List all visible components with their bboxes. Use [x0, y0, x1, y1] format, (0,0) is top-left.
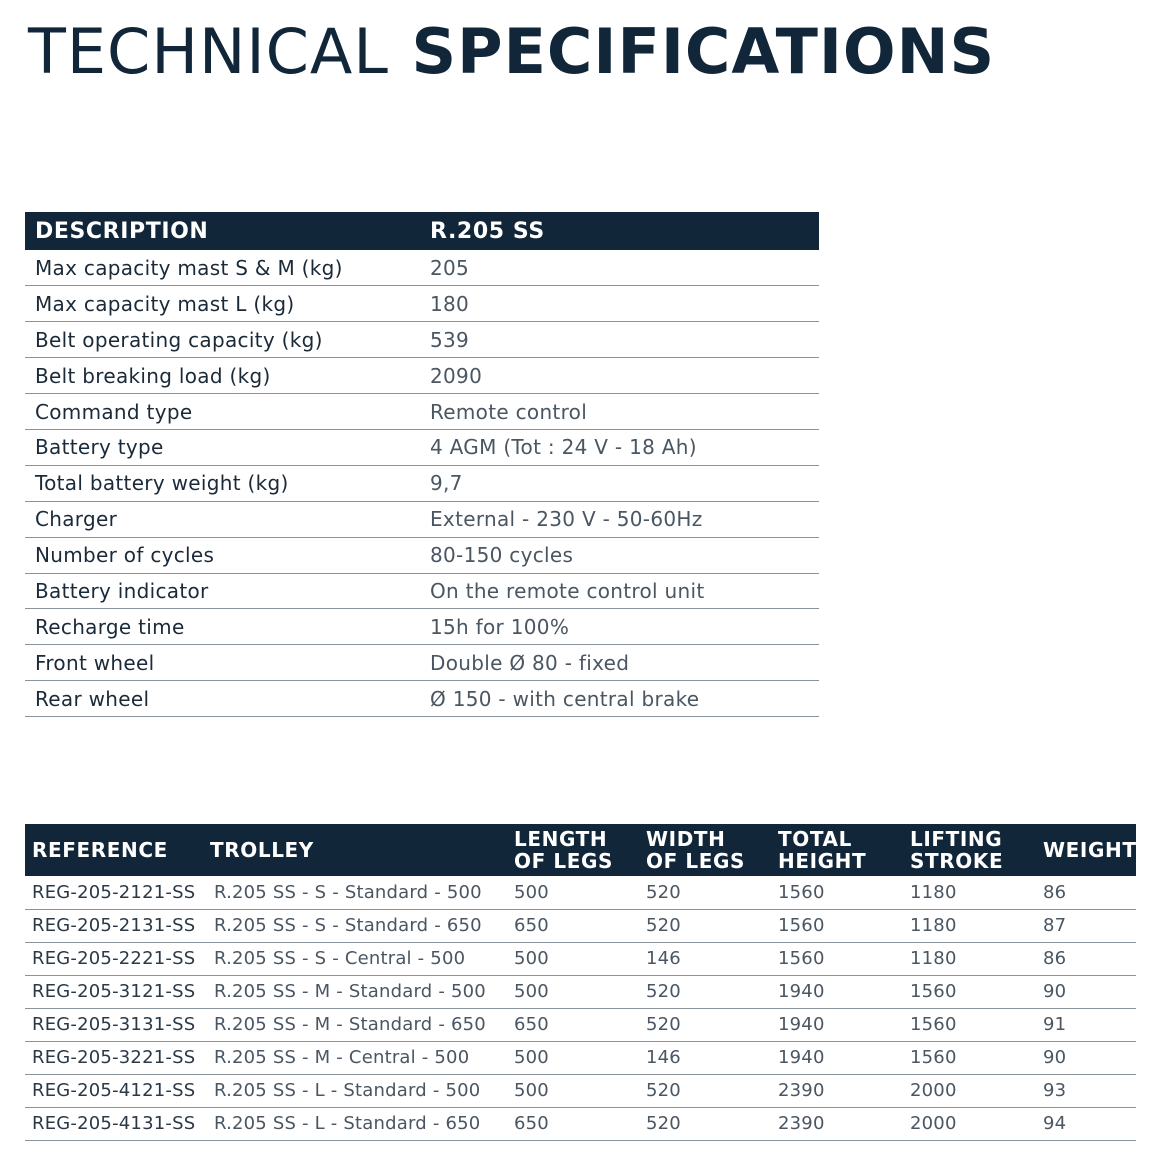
total-height-cell: 2390: [771, 1074, 903, 1107]
spec-description-cell: Max capacity mast L (kg): [25, 286, 423, 322]
spec-value-cell: 2090: [423, 358, 819, 394]
total-height-cell: 1940: [771, 1008, 903, 1041]
length-of-legs-cell: 500: [507, 975, 639, 1008]
specifications-table: [25, 212, 819, 717]
length-of-legs-cell: 500: [507, 1074, 639, 1107]
spec-value-cell: 180: [423, 286, 819, 322]
length-of-legs-cell: 500: [507, 876, 639, 909]
weight-cell: 90: [1036, 975, 1136, 1008]
lifting-stroke-cell: 1560: [903, 1008, 1036, 1041]
reference-cell: REG-205-4131-SS: [25, 1107, 203, 1140]
lifting-stroke-cell: 1180: [903, 909, 1036, 942]
total-height-cell: 1940: [771, 975, 903, 1008]
reference-cell: REG-205-2121-SS: [25, 876, 203, 909]
table-row: [25, 609, 819, 645]
spec-description-cell: Recharge time: [25, 609, 423, 645]
spec-description-cell: Total battery weight (kg): [25, 465, 423, 501]
trolley-cell: R.205 SS - M - Central - 500: [203, 1041, 507, 1074]
trolley-cell: R.205 SS - L - Standard - 500: [203, 1074, 507, 1107]
width-of-legs-cell: 520: [639, 1107, 771, 1140]
lifting-stroke-cell: 1560: [903, 975, 1036, 1008]
total-height-cell: 1940: [771, 1041, 903, 1074]
table-row: [25, 909, 1136, 942]
spec-value-cell: 9,7: [423, 465, 819, 501]
table-row: [25, 1074, 1136, 1107]
reference-cell: REG-205-3221-SS: [25, 1041, 203, 1074]
trolley-cell: R.205 SS - M - Standard - 500: [203, 975, 507, 1008]
total-height-cell: 1560: [771, 942, 903, 975]
table-row: [25, 942, 1136, 975]
ref-header-weight: WEIGHT: [1036, 824, 1136, 876]
table-row: [25, 286, 819, 322]
weight-cell: 90: [1036, 1041, 1136, 1074]
weight-cell: 91: [1036, 1008, 1136, 1041]
table-row: [25, 1041, 1136, 1074]
trolley-cell: R.205 SS - M - Standard - 650: [203, 1008, 507, 1041]
table-row: [25, 358, 819, 394]
ref-header-width-of-legs: WIDTH OF LEGS: [639, 824, 771, 876]
reference-cell: REG-205-2131-SS: [25, 909, 203, 942]
spec-description-cell: Belt operating capacity (kg): [25, 322, 423, 358]
spec-value-cell: 15h for 100%: [423, 609, 819, 645]
spec-description-cell: Rear wheel: [25, 681, 423, 717]
lifting-stroke-cell: 1180: [903, 942, 1036, 975]
weight-cell: 87: [1036, 909, 1136, 942]
table-row: [25, 1107, 1136, 1140]
trolley-cell: R.205 SS - S - Standard - 650: [203, 909, 507, 942]
length-of-legs-cell: 500: [507, 1041, 639, 1074]
table-row: [25, 429, 819, 465]
spec-value-cell: Remote control: [423, 394, 819, 430]
width-of-legs-cell: 520: [639, 909, 771, 942]
reference-cell: REG-205-3131-SS: [25, 1008, 203, 1041]
table-row: [25, 537, 819, 573]
lifting-stroke-cell: 2000: [903, 1107, 1036, 1140]
lifting-stroke-cell: 1180: [903, 876, 1036, 909]
spec-header-model: R.205 SS: [423, 212, 819, 250]
table-row: [25, 250, 819, 286]
table-row: [25, 876, 1136, 909]
spec-header-row: [25, 212, 819, 250]
total-height-cell: 2390: [771, 1107, 903, 1140]
table-row: [25, 681, 819, 717]
length-of-legs-cell: 500: [507, 942, 639, 975]
page-title-bold: SPECIFICATIONS: [411, 15, 996, 88]
spec-header-description: DESCRIPTION: [25, 212, 423, 250]
spec-value-cell: External - 230 V - 50-60Hz: [423, 501, 819, 537]
table-row: [25, 975, 1136, 1008]
table-row: [25, 394, 819, 430]
reference-cell: REG-205-4121-SS: [25, 1074, 203, 1107]
spec-description-cell: Number of cycles: [25, 537, 423, 573]
table-row: [25, 645, 819, 681]
reference-cell: REG-205-3121-SS: [25, 975, 203, 1008]
page-title: [28, 14, 995, 90]
spec-description-cell: Front wheel: [25, 645, 423, 681]
spec-value-cell: 205: [423, 250, 819, 286]
weight-cell: 86: [1036, 876, 1136, 909]
spec-description-cell: Charger: [25, 501, 423, 537]
width-of-legs-cell: 146: [639, 942, 771, 975]
table-row: [25, 573, 819, 609]
page-title-light: TECHNICAL: [28, 15, 389, 88]
weight-cell: 86: [1036, 942, 1136, 975]
width-of-legs-cell: 520: [639, 975, 771, 1008]
ref-header-reference: REFERENCE: [25, 824, 203, 876]
table-row: [25, 1008, 1136, 1041]
spec-table-body: [25, 250, 819, 717]
ref-table-body: [25, 876, 1136, 1140]
length-of-legs-cell: 650: [507, 1008, 639, 1041]
width-of-legs-cell: 520: [639, 1008, 771, 1041]
width-of-legs-cell: 146: [639, 1041, 771, 1074]
table-row: [25, 501, 819, 537]
table-row: [25, 322, 819, 358]
ref-header-row: [25, 824, 1136, 876]
weight-cell: 94: [1036, 1107, 1136, 1140]
length-of-legs-cell: 650: [507, 909, 639, 942]
weight-cell: 93: [1036, 1074, 1136, 1107]
spec-description-cell: Max capacity mast S & M (kg): [25, 250, 423, 286]
lifting-stroke-cell: 1560: [903, 1041, 1036, 1074]
ref-header-trolley: TROLLEY: [203, 824, 507, 876]
width-of-legs-cell: 520: [639, 1074, 771, 1107]
spec-description-cell: Battery indicator: [25, 573, 423, 609]
ref-header-lifting-stroke: LIFTING STROKE: [903, 824, 1036, 876]
ref-header-length-of-legs: LENGTH OF LEGS: [507, 824, 639, 876]
spec-description-cell: Battery type: [25, 429, 423, 465]
ref-header-total-height: TOTAL HEIGHT: [771, 824, 903, 876]
spec-description-cell: Command type: [25, 394, 423, 430]
spec-value-cell: On the remote control unit: [423, 573, 819, 609]
spec-value-cell: 80-150 cycles: [423, 537, 819, 573]
trolley-cell: R.205 SS - S - Standard - 500: [203, 876, 507, 909]
width-of-legs-cell: 520: [639, 876, 771, 909]
length-of-legs-cell: 650: [507, 1107, 639, 1140]
spec-description-cell: Belt breaking load (kg): [25, 358, 423, 394]
lifting-stroke-cell: 2000: [903, 1074, 1036, 1107]
trolley-cell: R.205 SS - S - Central - 500: [203, 942, 507, 975]
spec-value-cell: Ø 150 - with central brake: [423, 681, 819, 717]
reference-cell: REG-205-2221-SS: [25, 942, 203, 975]
table-row: [25, 465, 819, 501]
spec-value-cell: Double Ø 80 - fixed: [423, 645, 819, 681]
spec-value-cell: 539: [423, 322, 819, 358]
total-height-cell: 1560: [771, 909, 903, 942]
total-height-cell: 1560: [771, 876, 903, 909]
spec-value-cell: 4 AGM (Tot : 24 V - 18 Ah): [423, 429, 819, 465]
references-table: [25, 824, 1136, 1141]
trolley-cell: R.205 SS - L - Standard - 650: [203, 1107, 507, 1140]
